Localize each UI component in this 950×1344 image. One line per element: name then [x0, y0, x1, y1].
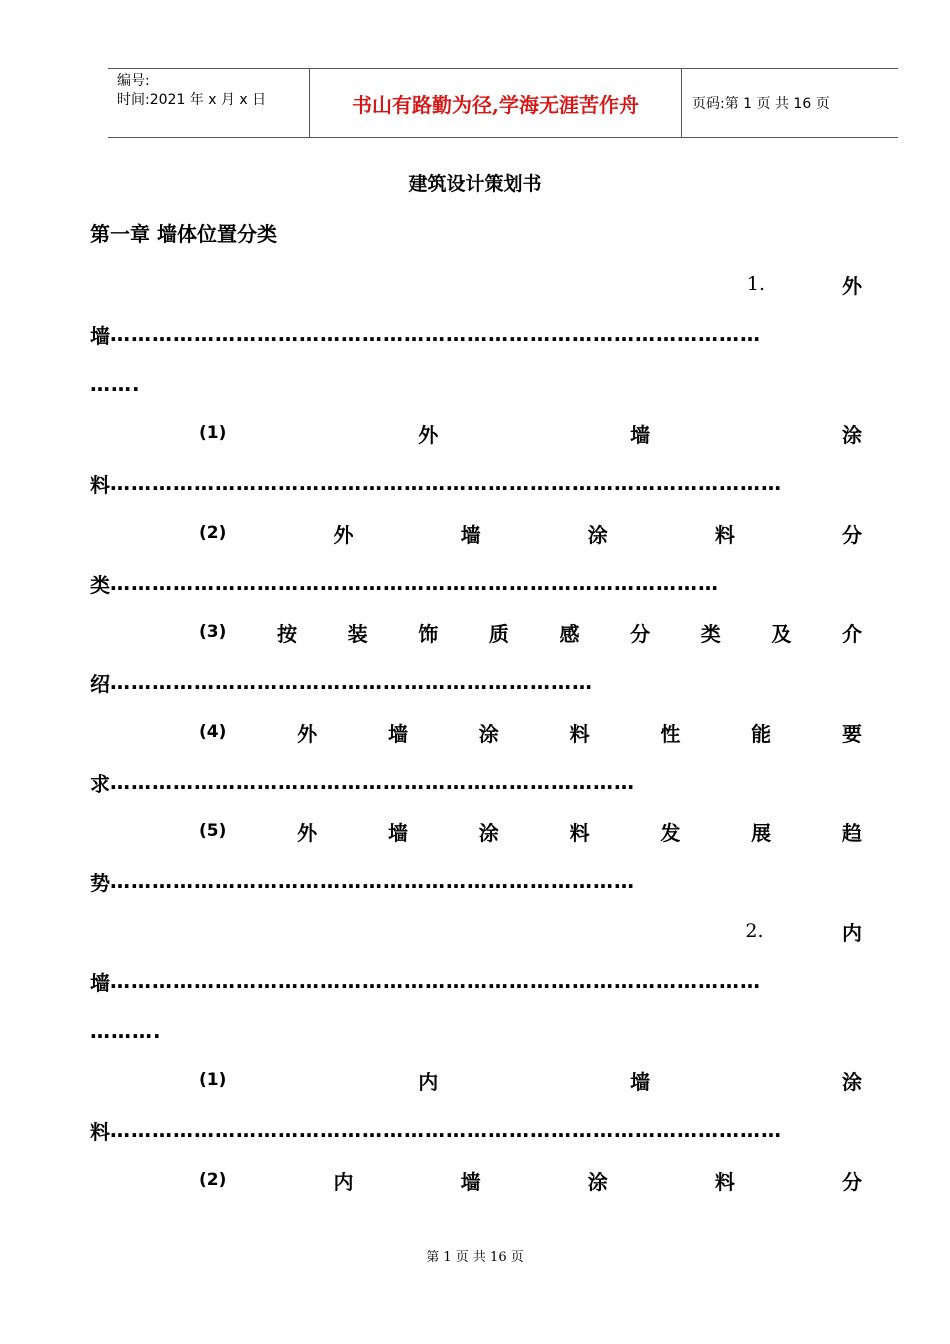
toc-sub-4-number: (4) — [199, 722, 227, 742]
toc-sub-7[interactable] — [199, 1163, 862, 1197]
toc-sub-5[interactable] — [199, 814, 862, 848]
page-footer: 第 1 页 共 16 页 — [426, 1250, 524, 1265]
toc-sub-2[interactable] — [199, 516, 862, 550]
leader-dots: ………………………………………………………………………………… — [110, 322, 761, 346]
toc-item-1-leader-cont — [90, 367, 210, 401]
toc-sub-1-number: (1) — [199, 423, 227, 443]
toc-item-2-char: 内 — [841, 920, 862, 945]
toc-char: 料 — [569, 721, 590, 746]
toc-char: 墙 — [460, 522, 481, 547]
toc-char: 势 — [90, 870, 110, 895]
toc-char: 涂 — [478, 820, 499, 845]
toc-char: 及 — [771, 621, 792, 646]
toc-item-2-leader-cont — [90, 1014, 240, 1048]
toc-char: 分 — [842, 522, 862, 547]
toc-char: 质 — [488, 621, 509, 646]
toc-sub-5-number: (5) — [199, 821, 227, 841]
toc-char: 外 — [333, 522, 354, 547]
toc-char: 内 — [333, 1169, 354, 1194]
toc-sub-3-number: (3) — [199, 622, 227, 642]
leader-dots: …………………………………………………………………………… — [110, 571, 719, 595]
toc-item-2-char-2: 墙 — [90, 970, 110, 995]
leader-dots: ……. — [90, 372, 141, 396]
header-page-info: 页码:第 1 页 共 16 页 — [692, 96, 830, 112]
document-header — [108, 68, 898, 138]
toc-char: 分 — [630, 621, 651, 646]
toc-sub-2-number: (2) — [199, 523, 227, 543]
toc-char: 料 — [714, 1169, 735, 1194]
toc-item-1[interactable] — [90, 267, 862, 301]
toc-char: 展 — [751, 820, 772, 845]
leader-dots: …………………………………………………………… — [110, 670, 593, 694]
serial-label: 编号: — [117, 73, 150, 89]
toc-char: 涂 — [842, 422, 862, 447]
toc-item-2[interactable] — [90, 914, 862, 948]
toc-char: 涂 — [478, 721, 499, 746]
toc-char: 墙 — [460, 1169, 481, 1194]
toc-char: 类 — [700, 621, 721, 646]
toc-char: 性 — [660, 721, 681, 746]
toc-char: 发 — [660, 820, 681, 845]
toc-sub-3-leader — [90, 665, 612, 699]
toc-char: 料 — [90, 1119, 110, 1144]
leader-dots: ………………………………………………………………… — [110, 770, 635, 794]
toc-char: 类 — [90, 572, 110, 597]
toc-item-2-leader — [90, 964, 862, 998]
header-motto: 书山有路勤为径,学海无涯苦作舟 — [309, 69, 682, 137]
toc-sub-4-leader — [90, 765, 688, 799]
toc-sub-4[interactable] — [199, 715, 862, 749]
toc-item-1-char: 外 — [841, 273, 862, 298]
toc-item-2-number: 2. — [745, 920, 764, 942]
toc-char: 外 — [418, 422, 439, 447]
toc-char: 墙 — [387, 820, 408, 845]
toc-char: 要 — [841, 721, 862, 746]
toc-char: 感 — [559, 621, 580, 646]
toc-char: 外 — [297, 721, 318, 746]
toc-char: 按 — [277, 621, 297, 646]
toc-item-1-number: 1. — [746, 273, 766, 295]
toc-char: 涂 — [587, 1169, 608, 1194]
toc-sub-1[interactable] — [199, 416, 862, 450]
toc-char: 墙 — [630, 1069, 651, 1094]
toc-char: 料 — [569, 820, 590, 845]
toc-char: 能 — [751, 721, 772, 746]
leader-dots: ………………………………………………………………… — [110, 869, 635, 893]
toc-char: 饰 — [418, 621, 439, 646]
toc-sub-1-leader — [90, 466, 825, 500]
toc-char: 料 — [714, 522, 735, 547]
leader-dots: …………………………………………………………………………………… — [110, 471, 782, 495]
toc-item-1-char-2: 墙 — [90, 323, 110, 348]
toc-char: 装 — [347, 621, 368, 646]
leader-dots: …………………………………………………………………………………… — [110, 1118, 782, 1142]
toc-char: 绍 — [90, 671, 110, 696]
toc-item-1-leader — [90, 317, 862, 351]
toc-char: 墙 — [387, 721, 408, 746]
toc-sub-7-number: (2) — [199, 1170, 227, 1190]
toc-sub-6-leader — [90, 1113, 825, 1147]
toc-char: 内 — [418, 1069, 439, 1094]
toc-sub-2-leader — [90, 566, 756, 600]
toc-char: 趋 — [841, 820, 862, 845]
toc-sub-5-leader — [90, 864, 688, 898]
toc-char: 料 — [90, 472, 110, 497]
toc-char: 求 — [90, 771, 110, 796]
toc-sub-6[interactable] — [199, 1063, 862, 1097]
leader-dots: ………………………………………………………………………………… — [110, 969, 761, 993]
toc-sub-3[interactable] — [199, 615, 862, 649]
toc-char: 涂 — [587, 522, 608, 547]
header-left-cell — [108, 69, 309, 137]
chapter-heading: 第一章 墙体位置分类 — [90, 222, 277, 246]
toc-char: 介 — [842, 621, 862, 646]
leader-dots: ………. — [90, 1019, 162, 1043]
toc-sub-6-number: (1) — [199, 1070, 227, 1090]
toc-char: 分 — [842, 1169, 862, 1194]
time-label: 时间:2021 年 x 月 x 日 — [117, 92, 267, 108]
document-title: 建筑设计策划书 — [408, 173, 542, 195]
toc-char: 外 — [297, 820, 318, 845]
toc-char: 墙 — [630, 422, 651, 447]
toc-char: 涂 — [842, 1069, 862, 1094]
